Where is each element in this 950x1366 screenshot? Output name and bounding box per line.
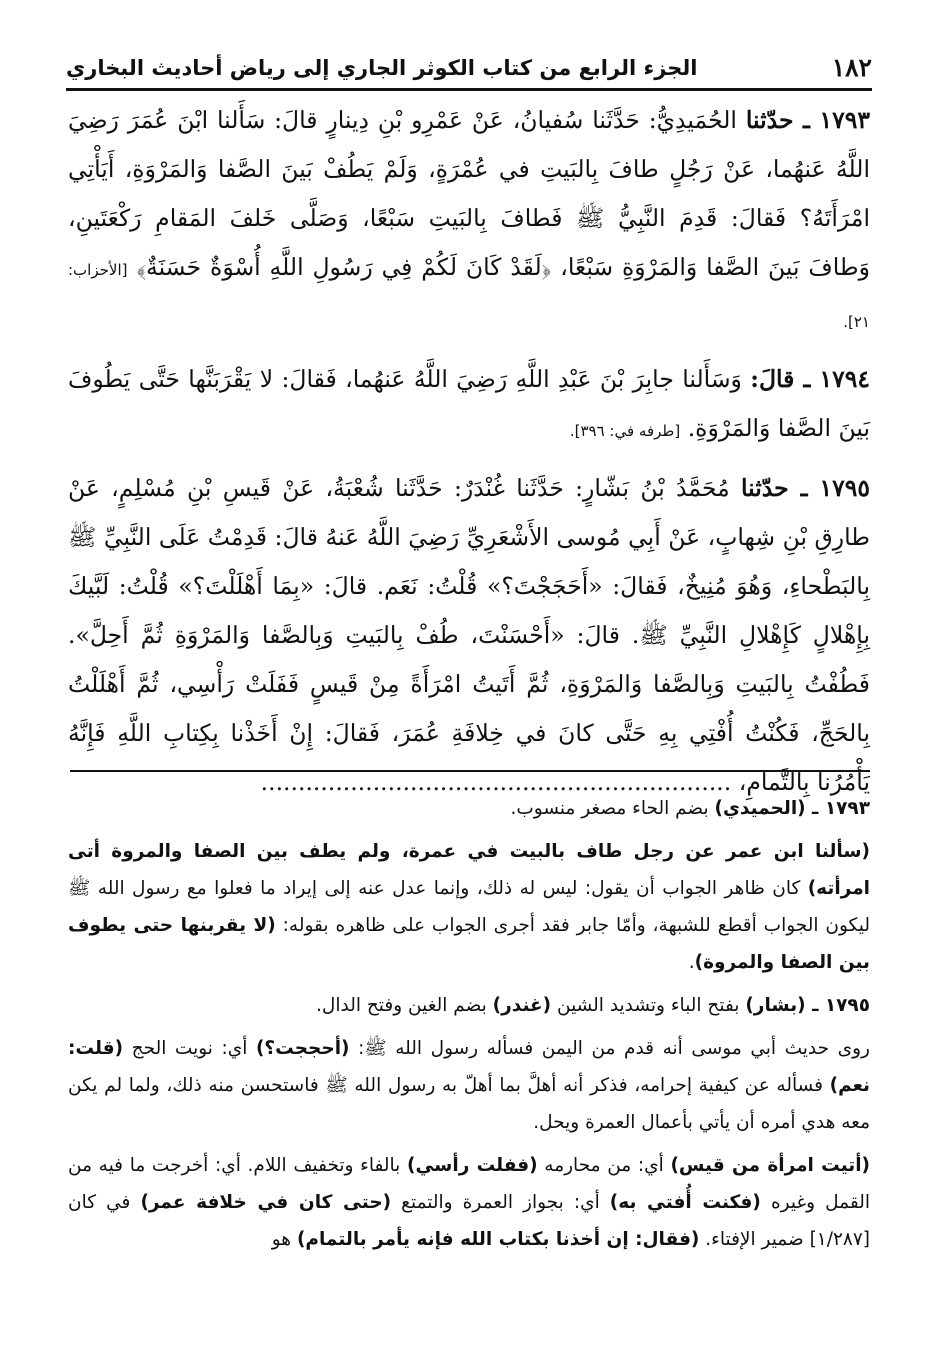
hadith-body: وَسَأَلنا جابِرَ بْنَ عَبْدِ اللَّهِ رَضِيَ اللَّهُ عَنهُما، فَقالَ: لا يَقْرَبَنَّها حَتَّى يَطُوفَ بَينَ الصَّفا وَالمَرْوَةِ. xyxy=(68,365,870,442)
commentary-text: بضم الحاء مصغر منسوب. xyxy=(510,798,715,819)
footnote-divider xyxy=(70,770,870,772)
hadith-text-section xyxy=(68,96,870,815)
commentary-paragraph xyxy=(68,790,870,827)
hadith-number: ١٧٩٥ ـ حدّثنا xyxy=(740,474,870,502)
commentary-lemma: (حتى كان في خلافة عمر) xyxy=(140,1192,392,1213)
commentary-text: أي: نويت الحج xyxy=(123,1038,256,1059)
commentary-lemma: (ففلت رأسي) xyxy=(406,1155,538,1176)
commentary-paragraph xyxy=(68,1030,870,1141)
commentary-text: أي: بجواز العمرة والتمتع xyxy=(391,1192,610,1213)
commentary-text: في كان [١/٢٨٧] ضمير الإفتاء. xyxy=(68,1192,870,1250)
commentary-text: بفتح الباء وتشديد الشين xyxy=(551,995,746,1016)
commentary-text: هو xyxy=(271,1229,297,1250)
hadith-body: الحُمَيدِيُّ: حَدَّثَنا سُفيانُ، عَنْ عَمْرِو بْنِ دِينارٍ قالَ: سَأَلنا ابْنَ عُمَرَ رَضِيَ اللَّهُ عَنهُما، عَنْ رَجُلٍ طافَ بِالبَيتِ في عُمْرَةٍ، وَلَمْ يَطُفْ بَينَ الصَّفا وَالمَرْوَةِ، أَيَأْتِي امْرَأَتَهُ؟ فَقالَ: قَدِمَ النَّبِيُّ ﷺ فَطافَ بِالبَيتِ سَبْعًا، وَصَلَّى خَلفَ المَقامِ رَكْعَتَينِ، وَطافَ بَينَ الصَّفا وَالمَرْوَةِ سَبْعًا، xyxy=(68,106,870,281)
page-number: ١٨٢ xyxy=(831,53,872,82)
commentary-section xyxy=(68,790,870,1264)
quran-reference: [الأحزاب: ٢١]. xyxy=(68,261,870,331)
commentary-paragraph xyxy=(68,833,870,981)
commentary-lemma: (سألنا ابن عمر عن رجل طاف بالبيت في عمرة، ولم يطف بين الصفا والمروة أتى امرأته) xyxy=(68,841,870,899)
hadith-1794 xyxy=(68,355,870,456)
cross-reference: [طرفه في: ٣٩٦]. xyxy=(569,422,681,440)
quran-verse: ﴿لَقَدْ كَانَ لَكُمْ فِي رَسُولِ اللَّهِ أُسْوَةٌ حَسَنَةٌ﴾ xyxy=(136,253,552,281)
commentary-paragraph xyxy=(68,1147,870,1258)
commentary-lemma: (لا يقربنها حتى يطوف بين الصفا والمروة) xyxy=(68,915,870,973)
commentary-text: . xyxy=(688,952,695,973)
commentary-lemma: ١٧٩٥ ـ (بشار) xyxy=(745,995,870,1016)
commentary-text: روى حديث أبي موسى أنه قدم من اليمن فسأله رسول الله ﷺ: xyxy=(349,1038,870,1059)
hadith-number: ١٧٩٣ ـ حدّثنا xyxy=(745,106,870,134)
commentary-lemma: (أتيت امرأة من قيس) xyxy=(670,1155,871,1176)
page-header xyxy=(66,36,872,91)
running-title: الجزء الرابع من كتاب الكوثر الجاري إلى رياض أحاديث البخاري xyxy=(66,56,698,80)
commentary-text: بضم الغين وفتح الدال. xyxy=(316,995,493,1016)
commentary-text: كان ظاهر الجواب أن يقول: ليس له ذلك، وإنما عدل عنه إلى إيراد ما فعلوا مع رسول الله ﷺ ليكون الجواب أقطع للشبهة، وأمّا جابر فقد أجرى الجواب على ظاهره بقوله: xyxy=(68,878,870,936)
commentary-lemma: ١٧٩٣ ـ (الحميدي) xyxy=(714,798,870,819)
commentary-text: بالفاء وتخفيف اللام. أي: أخرجت ما فيه من القمل وغيره xyxy=(68,1155,870,1213)
hadith-number: ١٧٩٤ ـ قالَ: xyxy=(750,365,870,393)
commentary-lemma: (فقال: إن أخذنا بكتاب الله فإنه يأمر بالتمام) xyxy=(296,1229,700,1250)
commentary-lemma: (فكنت أُفتي به) xyxy=(609,1192,761,1213)
commentary-lemma: (غندر) xyxy=(492,995,552,1016)
hadith-1793 xyxy=(68,96,870,347)
continuation-dots: ............................................................... xyxy=(260,768,732,796)
commentary-paragraph xyxy=(68,987,870,1024)
hadith-1795 xyxy=(68,464,870,807)
commentary-text: فسأله عن كيفية إحرامه، فذكر أنه أهلَّ بما أهلّ به رسول الله ﷺ فاستحسن منه ذلك، ولما لم يكن معه هدي أمره أن يأتي بأعمال العمرة ويحل. xyxy=(68,1075,870,1133)
commentary-text: أي: من محارمه xyxy=(537,1155,671,1176)
hadith-body: مُحَمَّدُ بْنُ بَشّارٍ: حَدَّثَنا غُنْدَرٌ: حَدَّثَنا شُعْبَةُ، عَنْ قَيسِ بْنِ مُسْلِمٍ، عَنْ طارِقِ بْنِ شِهابٍ، عَنْ أَبِي مُوسى الأَشْعَرِيِّ رَضِيَ اللَّهُ عَنهُ قالَ: قَدِمْتُ عَلَى النَّبِيِّ ﷺ بِالبَطْحاءِ، وَهُوَ مُنِيخٌ، فَقالَ: «أَحَجَجْتَ؟» قُلْتُ: نَعَم. قالَ: «بِمَا أَهْلَلْتَ؟» قُلْتُ: لَبَّيكَ بِإِهْلالٍ كَإِهْلالِ النَّبِيِّ ﷺ. قالَ: «أَحْسَنْتَ، طُفْ بِالبَيتِ وَبِالصَّفا وَالمَرْوَةِ ثُمَّ أَحِلَّ». فَطُفْتُ بِالبَيتِ وَبِالصَّفا وَالمَرْوَةِ، ثُمَّ أَتَيتُ امْرَأَةً مِنْ قَيسٍ فَفَلَتْ رَأْسِي، ثُمَّ أَهْلَلْتُ بِالحَجِّ، فَكُنْتُ أُفْتِي بِهِ حَتَّى كانَ في خِلافَةِ عُمَرَ، فَقالَ: إِنْ أَخَذْنا بِكِتابِ اللَّهِ فَإِنَّهُ يَأْمُرُنا بِالتَّمامِ، xyxy=(68,474,870,796)
commentary-lemma: (أحججت؟) xyxy=(255,1038,350,1059)
commentary-lemma: (قلت: نعم) xyxy=(68,1038,870,1096)
